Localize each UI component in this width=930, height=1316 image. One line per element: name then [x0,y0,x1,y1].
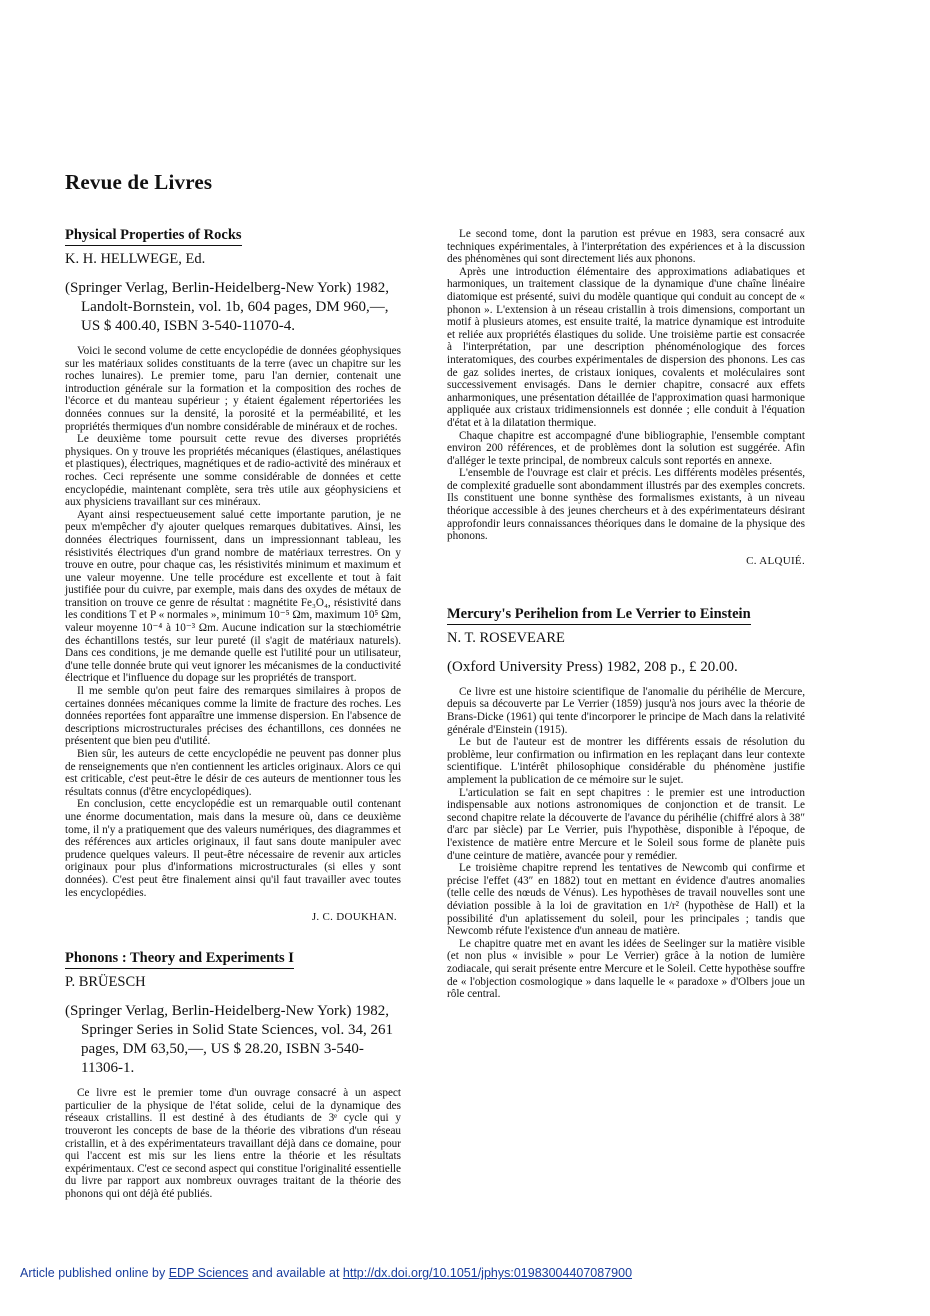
review-paragraph: Ce livre est le premier tome d'un ouvrage consacré à un aspect particulier de la physique de l'état solide, celui de la dynamique des réseaux cristallins. Il est destiné à des étudiants de 3ᵉ cycle qui y trouveront les concepts de base de la théorie des vibrations d'un réseau cristallin, et à des expérimentateurs travaillant déjà dans ce domaine, pour qui l'accent est mis sur les liens entre la théorie et les résultats expérimentaux. C'est ce second aspect qui constitue l'originalité essentielle du livre par rapport aux nombreux ouvrages traitant de la théorie des phonons qui ont déjà été publiés. [65,1087,401,1200]
review-paragraph: Il me semble qu'on peut faire des remarques similaires à propos de certaines données mécaniques comme la limite de fracture des roches. Les données reportées font apparaître une immense dispersion. En l'absence de descriptions microstructurales précises des échantillons, ces données ne présentent que bien peu d'utilité. [65,685,401,748]
review-title: Physical Properties of Rocks [65,227,242,246]
review-paragraph: Le troisième chapitre reprend les tentatives de Newcomb qui confirme et précise l'effet (43″ en 1882) tout en mettant en évidence d'autres anomalies (telle celle des nœuds de Vénus). Les hypothèses de travail nouvelles sont une déviation possible à la loi de gravitation en 1/r² (hypothèse de Hall) et la possibilité d'un aplatissement du soleil, pour les principales ; tandis que Newcomb réfute l'existence d'un anneau de matière. [447,862,805,938]
footer-prefix: Article published online by [20,1266,169,1280]
spacer [65,923,401,949]
right-column [447,228,805,1001]
review-paragraph: Le chapitre quatre met en avant les idées de Seelinger sur la matière visible (et non plus « invisible » pour Le Verrier) grâce à la notion de lumière zodiacale, qui serait présente entre Mercure et le Soleil. Cette hypothèse souffre de « l'objection cosmologique » dans laquelle le « paradoxe » d'Olbers joue un rôle central. [447,937,805,1001]
review-title: Phonons : Theory and Experiments I [65,950,294,969]
review-mercury [447,605,805,1001]
review-author: P. BRÜESCH [65,974,146,991]
review-author: N. T. ROSEVEARE [447,629,565,646]
review-paragraph: Chaque chapitre est accompagné d'une bibliographie, l'ensemble comptant environ 200 références, et de problèmes dont la solution est suggérée. Afin d'alléger le texte principal, de nombreux calculs sont reportés en annexe. [447,429,805,467]
review-paragraph: En conclusion, cette encyclopédie est un remarquable outil contenant une énorme documentation, mais dans la mesure où, dans ce deuxième tome, il n'y a pratiquement que des valeurs numériques, des diagrammes et des références aux articles originaux, il faut sans doute manipuler avec prudence quelques valeurs. Il peut-être nécessaire de revenir aux articles originaux pour plus d'informations microstructurales (si elles y sont données). C'est peut être finalement ainsi qu'il faut travailler avec toutes les encyclopédies. [65,798,401,899]
left-column [65,226,401,1200]
publisher-link[interactable]: EDP Sciences [168,1266,249,1280]
review-paragraph: L'ensemble de l'ouvrage est clair et précis. Les différents modèles présentés, de complexité graduelle sont abondamment illustrés par des exemples concrets. Ils constituent une bonne synthèse des formalismes existants, à un niveau théorique accessible à des jeunes chercheurs et à des expérimentateurs désirant approfondir leurs connaissances théoriques dans le domaine de la physique des phonons. [447,467,805,543]
review-paragraph: Voici le second volume de cette encyclopédie de données géophysiques sur les matériaux solides constituants de la terre (avec un chapitre sur les roches lunaires). Le premier tome, paru l'an dernier, contenait une introduction générale sur la formation et la composition des roches de l'écorce et du manteau supérieur ; y étaient également répertoriées les données connues sur la densité, la porosité et la perméabilité, et les propriétés thermiques d'un nombre considérable de minéraux et de roches. [65,345,401,433]
review-paragraph: Le deuxième tome poursuit cette revue des diverses propriétés physiques. On y trouve les propriétés mécaniques (élastiques, anélastiques et plastiques), électriques, magnétiques et de radio-activité des minéraux et roches. Ceci représente une somme considérable de données et cette encyclopédie, maintenant complète, sera très utile aux géophysiciens et aux physiciens travaillant sur ces minéraux. [65,433,401,509]
review-rocks [65,226,401,923]
review-publication: (Oxford University Press) 1982, 208 p., £ 20.00. [447,658,738,675]
review-paragraph: L'articulation se fait en sept chapitres : le premier est une introduction indispensable aux notions astronomiques de conjonction et de transit. Le second chapitre relate la découverte de l'avance du périhélie (chiffré alors à 38″ d'arc par siècle) par Le Verrier, puis l'hypothèse, disponible à l'époque, de l'existence de matière entre Mercure et le Soleil sous forme de planète puis d'une ceinture de matière, avancée pour y remédier. [447,786,805,862]
review-signature: J. C. DOUKHAN. [311,911,397,924]
review-phonons-continued [447,228,805,567]
review-publication: (Springer Verlag, Berlin-Heidelberg-New York) 1982, Springer Series in Solid State Sciences, vol. 34, 261 pages, DM 63,50,—, US $ 28.20, ISBN 3-540-11306-1. [65,1003,394,1077]
review-title: Mercury's Perihelion from Le Verrier to Einstein [447,606,751,625]
footer-notice [20,1266,632,1280]
review-phonons [65,949,401,1200]
spacer [447,567,805,605]
review-paragraph: Le second tome, dont la parution est prévue en 1983, sera consacré aux techniques expérimentales, à l'interprétation des expériences et à la discussion des phénomènes qui sont directement liés aux phonons. [447,228,805,266]
review-signature: C. ALQUIÉ. [746,554,805,567]
review-paragraph: Le but de l'auteur est de montrer les différents essais de résolution du problème, leur confirmation ou infirmation en les replaçant dans leur contexte scientifique. L'intérêt philosophique considérable du phénomène justifie amplement la publication de ce mémoire sur le sujet. [447,736,805,786]
review-paragraph: Après une introduction élémentaire des approximations adiabatiques et harmoniques, un traitement classique de la dynamique d'une chaîne linéaire diatomique est présenté, suivi du modèle quantique qui conduit au concept de « phonon ». L'extension à un réseau cristallin à trois dimensions, comportant un motif à plusieurs atomes, est ensuite traité, la matrice dynamique est introduite et reliée aux propriétés élastiques du solide. Une troisième partie est consacrée à l'interprétation, par une description phénoménologique des forces interatomiques, des courbes expérimentales de dispersion des phonons. Les cas de gaz solides inertes, de cristaux ioniques, covalents et moléculaires sont successivement envisagés. Dans le dernier chapitre, consacré aux effets anharmoniques, une présentation détaillée de l'approximation quasi harmonique appliquée aux cristaux tridimensionnels est donnée ; elle conduit à l'équation d'état et à la dilatation thermique. [447,265,805,429]
page-title: Revue de Livres [65,170,213,194]
review-paragraph: Ce livre est une histoire scientifique de l'anomalie du périhélie de Mercure, depuis sa découverte par Le Verrier (1859) jusqu'à nos jours avec la théorie de Brans-Dicke (1961) qui tente d'incorporer le principe de Mach dans la relativité générale d'Einstein (1915). [447,685,805,736]
review-publication: (Springer Verlag, Berlin-Heidelberg-New York) 1982, Landolt-Bornstein, vol. 1b, 604 pages, DM 960,—, US $ 400.40, ISBN 3-540-11070-4. [65,280,389,334]
review-paragraph: Bien sûr, les auteurs de cette encyclopédie ne peuvent pas donner plus de renseignements que n'en contiennent les articles originaux. Alors ce qui est criticable, c'est peut-être le désir de ces auteurs de mentionner tous les résultats connus (d'être encyclopédiques). [65,748,401,798]
footer-middle: and available at [248,1266,343,1280]
doi-link[interactable]: http://dx.doi.org/10.1051/jphys:01983004407087900 [342,1266,633,1280]
review-paragraph: Ayant ainsi respectueusement salué cette importante parution, je ne peux m'empêcher d'y ajouter quelques remarques dubitatives. Ainsi, les données électriques fournissent, dans un impressionnant tableau, les résistivités électriques d'un grand nombre de matériaux terrestres. On y trouve en outre, pour chaque cas, les résistivités minimum et maximum et une valeur moyenne. Une telle procédure est excellente et tout à fait justifiée pour du cuivre, par exemple, mais dans des oxydes de métaux de transition on trouve ce genre de résultat : magnétite Fe₃O₄, résistivité dans les conditions T et P « normales », minimum 10⁻⁵ Ωm, maximum 10⁵ Ωm, valeur moyenne 10⁻⁴ à 10⁻³ Ωm. Aucune indication sur la stœchiométrie des échantillons testés, sur leur pureté (il s'agit de matériaux naturels). Dans ces conditions, je me demande quelle est l'utilité pour un utilisateur, d'une telle donnée brute qui veut ignorer les mécanismes de la conductivité électrique et l'influence du dopage sur les propriétés de transport. [65,508,401,685]
review-author: K. H. HELLWEGE, Ed. [65,251,206,267]
